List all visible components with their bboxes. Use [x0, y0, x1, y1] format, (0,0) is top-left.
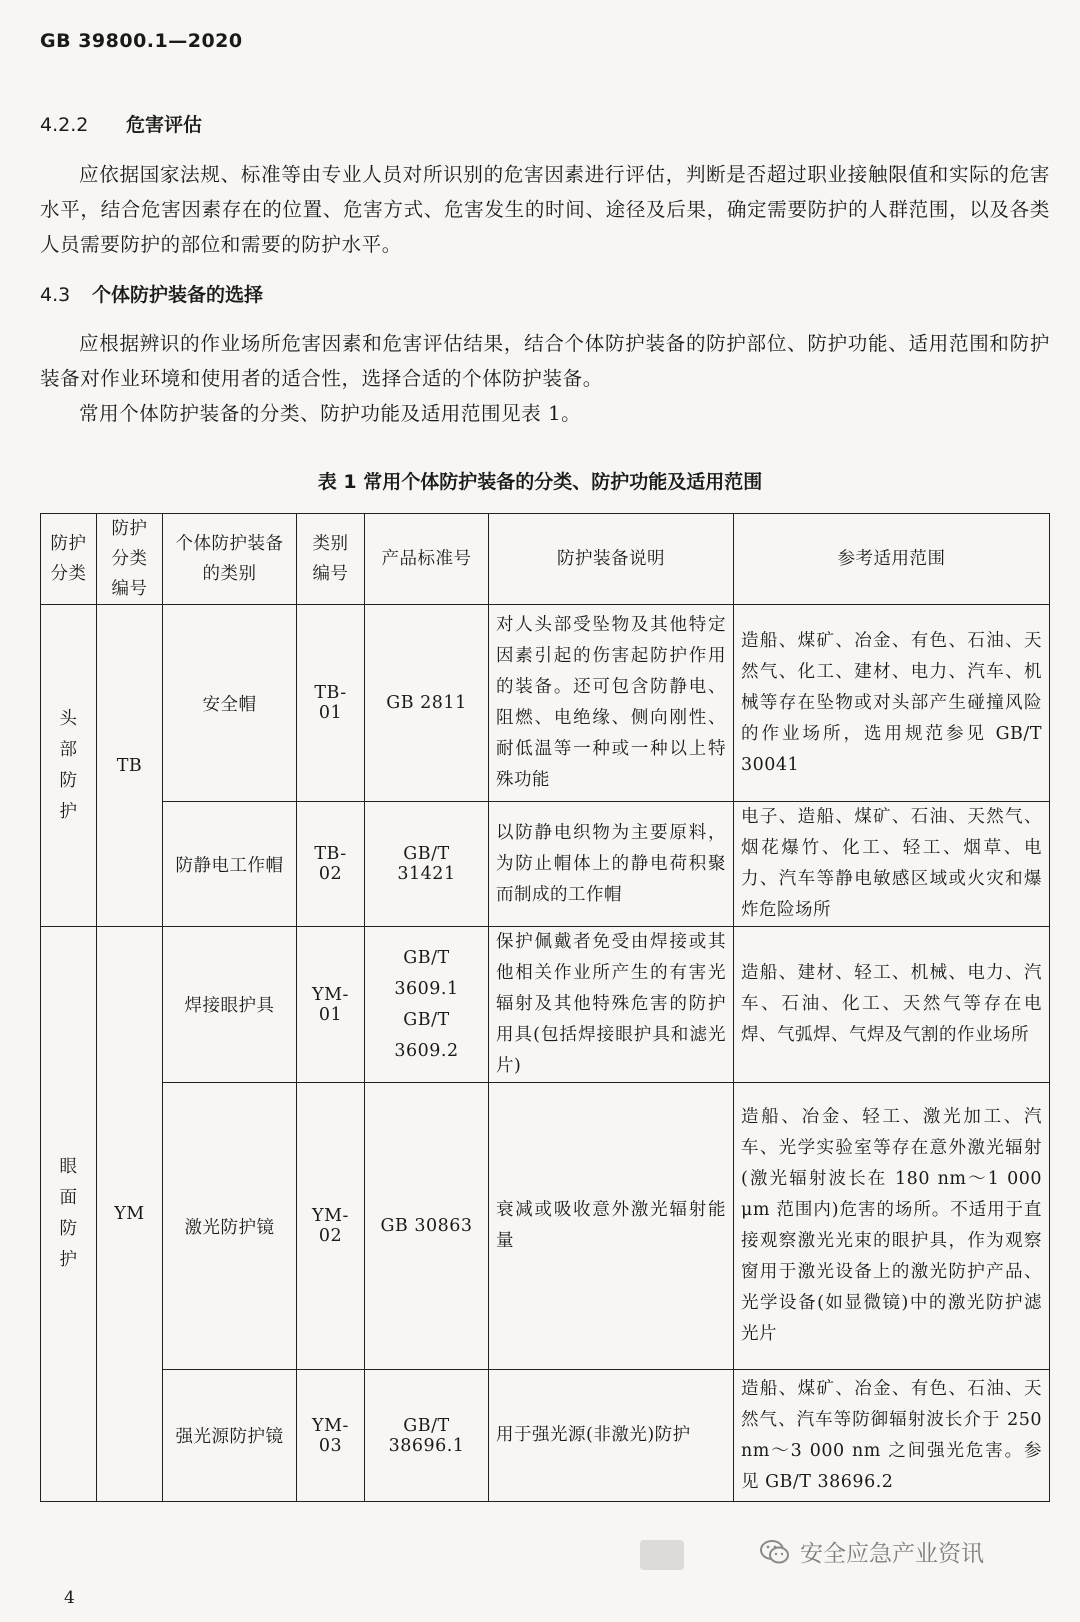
table-caption: 表 1 常用个体防护装备的分类、防护功能及适用范围: [317, 471, 763, 493]
table-row: [41, 605, 1050, 802]
standard-line: GB/T 3609.1: [394, 947, 459, 999]
type-code-cell: YM-02: [297, 1083, 365, 1370]
category-cell: 眼面防护: [41, 927, 97, 1502]
table-row: [41, 927, 1050, 1083]
section-title: 危害评估: [126, 114, 203, 136]
description-cell: 用于强光源(非激光)防护: [489, 1370, 734, 1502]
type-code-cell: YM-03: [297, 1370, 365, 1502]
standard-number: GB 39800.1—2020: [40, 30, 243, 52]
standard-cell: GB/T 31421: [365, 802, 489, 927]
paragraph-hazard-assessment: 应依据国家法规、标准等由专业人员对所识别的危害因素进行评估，判断是否超过职业接触限值和实际的危害水平，结合危害因素存在的位置、危害方式、危害发生的时间、途径及后果，确定需要防护的人群范围，以及各类人员需要防护的部位和需要的防护水平。: [40, 163, 1050, 256]
description-cell: 保护佩戴者免受由焊接或其他相关作业所产生的有害光辐射及其他特殊危害的防护用具(包括焊接眼护具和滤光片): [489, 927, 734, 1083]
type-code-cell: TB-02: [297, 802, 365, 927]
category-cell: 头部防护: [41, 605, 97, 927]
paragraph-table-reference: 常用个体防护装备的分类、防护功能及适用范围见表 1。: [79, 402, 582, 425]
scope-cell: 造船、煤矿、冶金、有色、石油、天然气、化工、建材、电力、汽车、机械等存在坠物或对头部产生碰撞风险的作业场所，选用规范参见 GB/T 30041: [734, 605, 1050, 802]
watermark: [760, 1535, 984, 1568]
section-heading-4-2-2: [40, 110, 202, 137]
scope-cell: 造船、冶金、轻工、激光加工、汽车、光学实验室等存在意外激光辐射(激光辐射波长在 180 nm～1 000 μm 范围内)危害的场所。不适用于直接观察激光光束的眼护具，作为观察窗用于激光设备上的激光防护产品、光学设备(如显微镜)中的激光防护滤光片: [734, 1083, 1050, 1370]
publisher-logo-icon: [640, 1540, 684, 1570]
ppe-table: [40, 513, 1050, 1502]
table-header-row: [41, 514, 1050, 605]
scope-cell: 造船、煤矿、冶金、有色、石油、天然气、汽车等防御辐射波长介于 250 nm～3 000 nm 之间强光危害。参见 GB/T 38696.2: [734, 1370, 1050, 1502]
scope-cell: 电子、造船、煤矿、石油、天然气、烟花爆竹、化工、轻工、烟草、电力、汽车等静电敏感区域或火灾和爆炸危险场所: [734, 802, 1050, 927]
standard-line: GB/T 3609.2: [394, 1009, 459, 1061]
header-cell: 防护分类: [41, 514, 97, 605]
standard-cell: GB/T 38696.1: [365, 1370, 489, 1502]
standard-cell: GB 30863: [365, 1083, 489, 1370]
table-row: [41, 1370, 1050, 1502]
standard-cell: [365, 927, 489, 1083]
section-heading-4-3: [40, 280, 263, 307]
type-cell: 激光防护镜: [163, 1083, 297, 1370]
watermark-text: 安全应急产业资讯: [800, 1541, 984, 1567]
section-number: 4.2.2: [40, 114, 89, 136]
header-cell: 防护分类编号: [97, 514, 163, 605]
header-cell: 类别编号: [297, 514, 365, 605]
header-cell: 产品标准号: [365, 514, 489, 605]
type-code-cell: TB-01: [297, 605, 365, 802]
header-cell: 个体防护装备的类别: [163, 514, 297, 605]
category-code-cell: TB: [97, 605, 163, 927]
section-number: 4.3: [40, 284, 71, 306]
paragraph-ppe-selection: 应根据辨识的作业场所危害因素和危害评估结果，结合个体防护装备的防护部位、防护功能、适用范围和防护装备对作业环境和使用者的适合性，选择合适的个体防护装备。: [40, 332, 1050, 390]
header-cell: 参考适用范围: [734, 514, 1050, 605]
type-cell: 安全帽: [163, 605, 297, 802]
type-cell: 防静电工作帽: [163, 802, 297, 927]
section-title: 个体防护装备的选择: [92, 284, 264, 306]
type-cell: 焊接眼护具: [163, 927, 297, 1083]
table-row: [41, 1083, 1050, 1370]
table-row: [41, 802, 1050, 927]
scope-cell: 造船、建材、轻工、机械、电力、汽车、石油、化工、天然气等存在电焊、气弧焊、气焊及气割的作业场所: [734, 927, 1050, 1083]
category-code-cell: YM: [97, 927, 163, 1502]
standard-cell: GB 2811: [365, 605, 489, 802]
description-cell: 以防静电织物为主要原料，为防止帽体上的静电荷积聚而制成的工作帽: [489, 802, 734, 927]
description-cell: 衰减或吸收意外激光辐射能量: [489, 1083, 734, 1370]
type-cell: 强光源防护镜: [163, 1370, 297, 1502]
wechat-icon: [760, 1539, 790, 1565]
header-cell: 防护装备说明: [489, 514, 734, 605]
description-cell: 对人头部受坠物及其他特定因素引起的伤害起防护作用的装备。还可包含防静电、阻燃、电绝缘、侧向刚性、耐低温等一种或一种以上特殊功能: [489, 605, 734, 802]
type-code-cell: YM-01: [297, 927, 365, 1083]
page-number: 4: [64, 1588, 75, 1608]
